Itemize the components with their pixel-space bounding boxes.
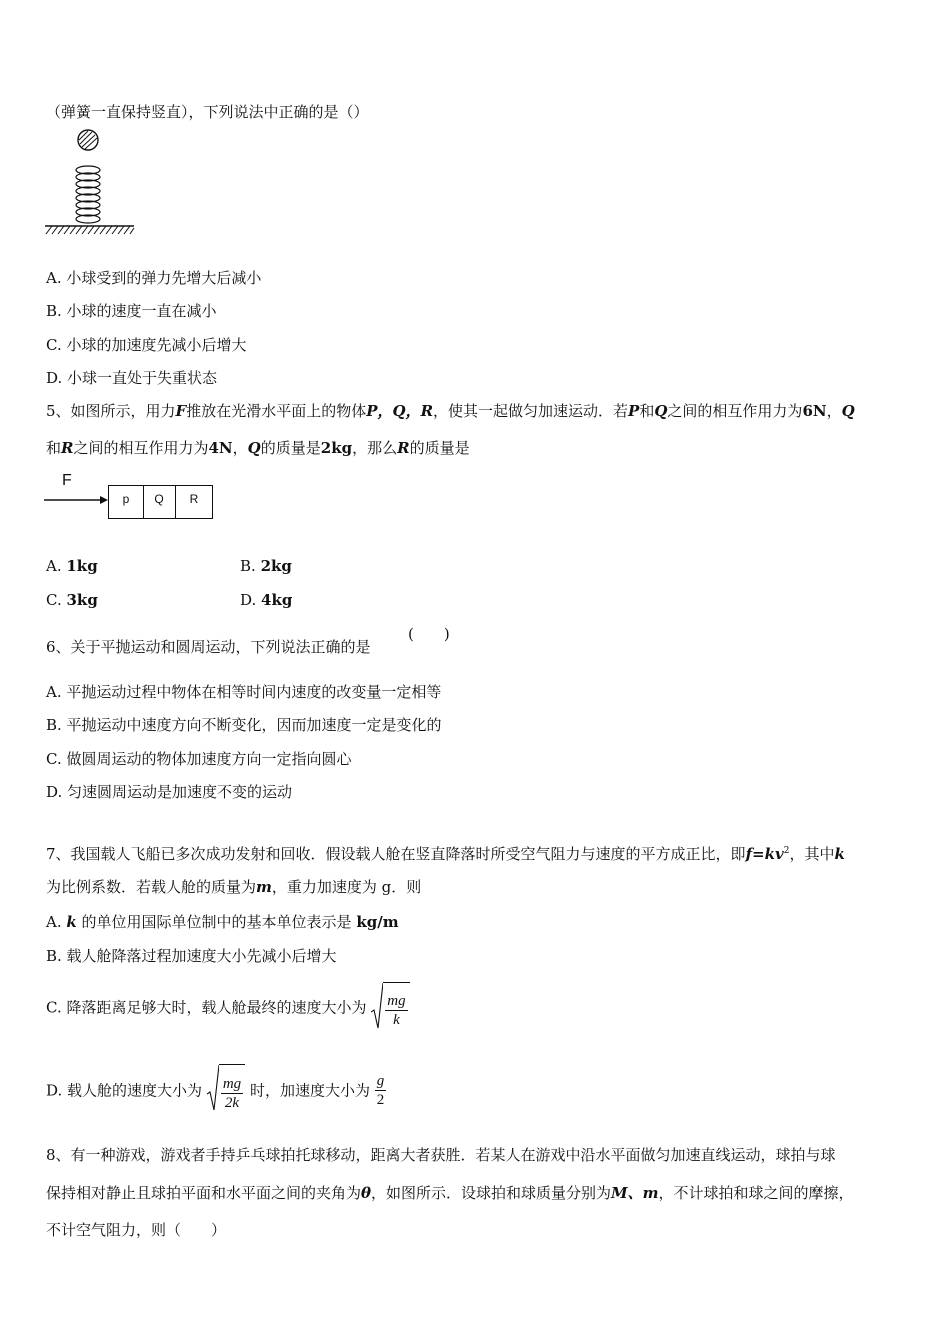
sqrt-mg-over-2k: $\frac{mg}{2k}$ (207, 1064, 245, 1117)
q5-stem-line1: 5、如图所示，用力F推放在光滑水平面上的物体P，Q，R，使其一起做匀加速运动．若P和Q之间的相互作用力为6N，Q (46, 402, 855, 420)
sqrt-mg-over-k: $\frac{mg}{k}$ (371, 982, 409, 1033)
pqr-figure (44, 472, 216, 522)
q6-option-b: B. 平抛运动中速度方向不断变化，因而加速度一定是变化的 (46, 716, 442, 734)
q5-option-a: A. 1kg (46, 557, 98, 575)
q8-stem-line3: 不计空气阻力，则（ ） (46, 1221, 227, 1239)
force-label: F (62, 472, 72, 489)
q5-option-d: D. 4kg (240, 591, 293, 609)
q7-option-a: A. k 的单位用国际单位制中的基本单位表示是 kg/m (46, 913, 399, 931)
q6-stem: 6、关于平抛运动和圆周运动，下列说法正确的是 (46, 638, 371, 656)
q6-option-c: C. 做圆周运动的物体加速度方向一定指向圆心 (46, 750, 352, 768)
fraction-g-over-2: $\frac{g}{2}$ (376, 1073, 385, 1108)
q5-option-c: C. 3kg (46, 591, 98, 609)
q8-stem-line2: 保持相对静止且球拍平面和水平面之间的夹角为θ，如图所示．设球拍和球质量分别为M、m，不计球拍和球之间的摩擦， (46, 1184, 854, 1202)
ground-icon (45, 226, 134, 234)
force-arrow-icon (44, 494, 110, 506)
q4-option-a: A. 小球受到的弹力先增大后减小 (46, 269, 262, 287)
q7-stem-line2: 为比例系数．若载人舱的质量为m，重力加速度为 g．则 (46, 878, 422, 896)
q6-option-a: A. 平抛运动过程中物体在相等时间内速度的改变量一定相等 (46, 683, 442, 701)
q4-option-c: C. 小球的加速度先减小后增大 (46, 336, 247, 354)
spring-ball-figure (44, 128, 136, 240)
block-r: R (176, 485, 213, 519)
q6-option-d: D. 匀速圆周运动是加速度不变的运动 (46, 783, 293, 801)
q8-stem-line1: 8、有一种游戏，游戏者手持乒乓球拍托球移动，距离大者获胜．若某人在游戏中沿水平面做匀加速直线运动，球拍与球 (46, 1146, 836, 1164)
ball-icon (78, 130, 98, 150)
q7-option-b: B. 载人舱降落过程加速度大小先减小后增大 (46, 947, 337, 965)
q5-option-b: B. 2kg (240, 557, 292, 575)
q5-stem-line2: 和R之间的相互作用力为4N，Q的质量是2kg，那么R的质量是 (46, 439, 470, 457)
q7-option-d: D. 载人舱的速度大小为 $\frac{mg}{2k}$ 时，加速度大小为 $\frac{g}{2}$ (46, 1064, 386, 1116)
q6-paren: ( ) (408, 625, 450, 643)
q7-option-c: C. 降落距离足够大时，载人舱最终的速度大小为 $\frac{mg}{k}$ (46, 982, 410, 1032)
spring-icon (76, 166, 100, 223)
q4-stem-tail: （弹簧一直保持竖直），下列说法中正确的是（） (46, 103, 369, 121)
block-q: Q (143, 485, 176, 519)
q4-option-b: B. 小球的速度一直在减小 (46, 302, 217, 320)
q4-option-d: D. 小球一直处于失重状态 (46, 369, 218, 387)
block-p: p (108, 485, 144, 519)
q7-stem-line1: 7、我国载人飞船已多次成功发射和回收．假设载人舱在竖直降落时所受空气阻力与速度的平方成正比，即$f=kv^2$，其中k (46, 845, 845, 863)
